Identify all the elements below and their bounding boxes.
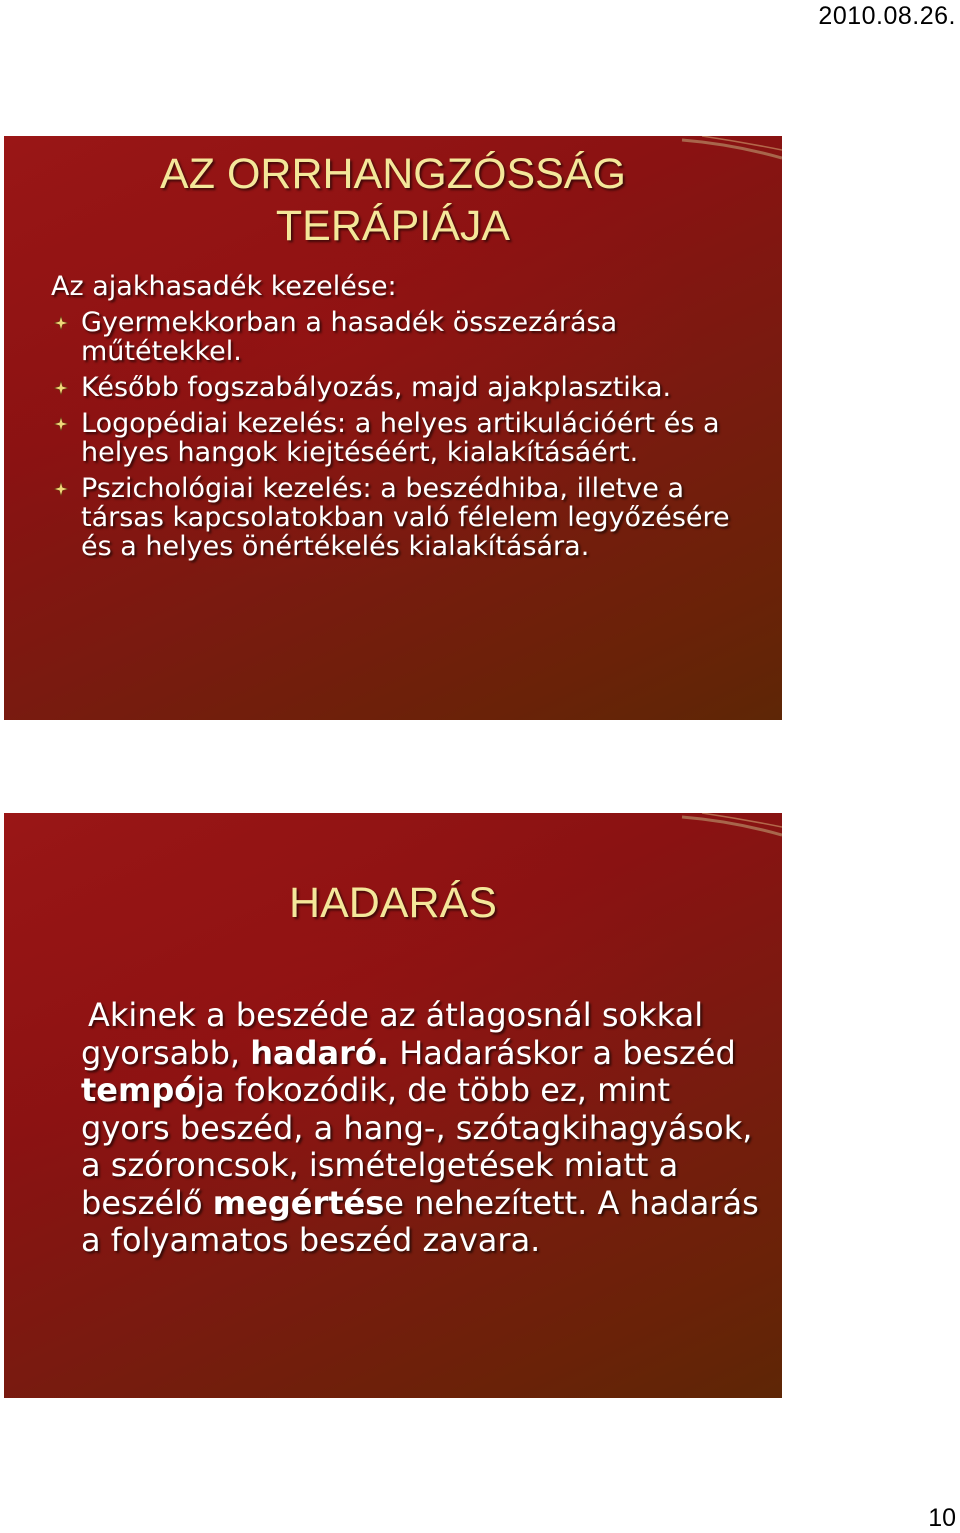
bullet-text: Gyermekkorban a hasadék összezárása műtétekkel. <box>81 307 618 367</box>
para-text-4: e nehezített. A hadarás a folyamatos beszéd zavara. <box>81 1183 759 1259</box>
four-point-star-icon <box>54 381 68 395</box>
list-item <box>52 474 752 561</box>
four-point-star-icon <box>54 482 68 496</box>
slide-title <box>4 148 782 252</box>
para-bold-1: hadaró. <box>250 1033 390 1072</box>
bullet-text: Logopédiai kezelés: a helyes artikulációért és a helyes hangok kiejtéséért, kialakításáért. <box>81 408 720 468</box>
list-item <box>52 409 752 467</box>
swoosh-stroke-icon <box>662 813 782 873</box>
page-number: 10 <box>928 1504 956 1532</box>
para-text-2: Hadaráskor a beszéd <box>399 1033 736 1072</box>
list-item <box>52 308 752 366</box>
slide-title: HADARÁS <box>289 879 497 927</box>
hadaras-paragraph <box>81 997 761 1260</box>
title-line-2: TERÁPIÁJA <box>275 202 511 250</box>
para-text-1: Akinek a beszéde az átlagosnál sokkal gyorsabb, <box>81 996 704 1072</box>
para-text-3: ja fokozódik, de több ez, mint gyors beszéd, a hang-, szótagkihagyások, a szóroncsok, ismételgetések miatt a beszélő <box>81 1071 753 1222</box>
four-point-star-icon <box>54 417 68 431</box>
bullet-list <box>52 308 752 568</box>
bullet-text: Pszichológiai kezelés: a beszédhiba, illetve a társas kapcsolatokban való félelem legyőzésére és a helyes önértékelés kialakítására. <box>81 473 730 562</box>
four-point-star-icon <box>54 316 68 330</box>
bullet-text: Később fogszabályozás, majd ajakplasztika. <box>81 372 672 403</box>
para-bold-2: tempó <box>81 1071 197 1109</box>
title-line-1: AZ ORRHANGZÓSSÁG <box>160 150 626 198</box>
slide-hadaras <box>4 813 782 1398</box>
intro-heading: Az ajakhasadék kezelése: <box>51 271 397 302</box>
print-date: 2010.08.26. <box>818 2 956 30</box>
para-bold-3: megértés <box>212 1183 385 1222</box>
slide-orrhangzossag-terapia <box>4 136 782 720</box>
list-item <box>52 373 752 402</box>
